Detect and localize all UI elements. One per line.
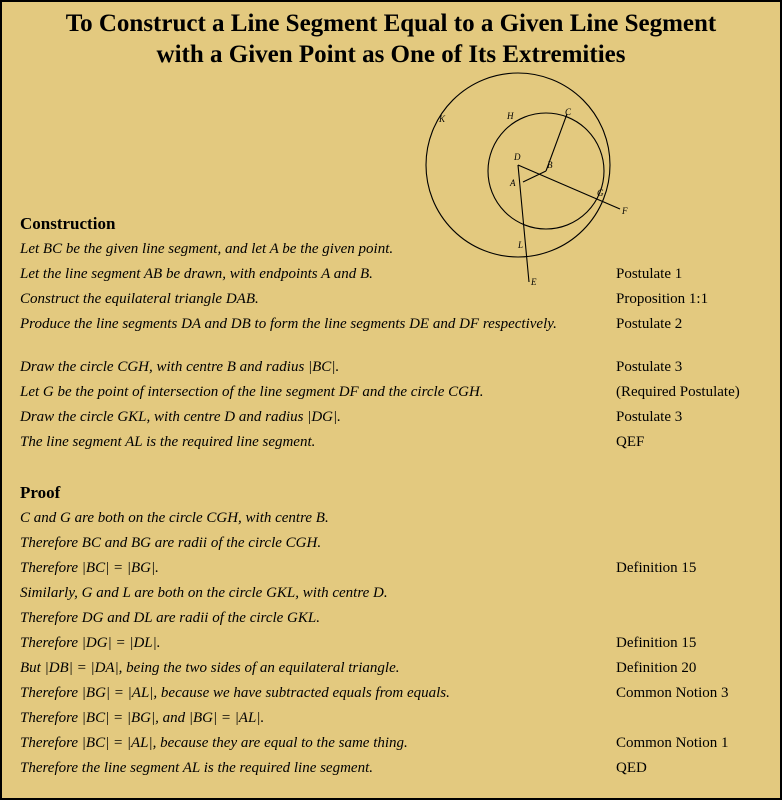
step-justification: Postulate 1: [616, 266, 683, 282]
step-statement: Therefore BC and BG are radii of the circle CGH.: [20, 535, 322, 551]
step-justification: Definition 15: [616, 635, 697, 651]
label-e: E: [531, 277, 537, 287]
step-statement: Produce the line segments DA and DB to form the line segments DE and DF respectively.: [20, 316, 557, 332]
label-b: B: [547, 160, 553, 170]
label-a: A: [510, 178, 516, 188]
segment-da-extended-de: [518, 165, 529, 282]
step-statement: Therefore DG and DL are radii of the circle GKL.: [20, 610, 320, 626]
title-line-1: To Construct a Line Segment Equal to a Given Line Segment: [65, 10, 717, 37]
step-statement: Therefore the line segment AL is the required line segment.: [20, 760, 373, 776]
step-statement: Therefore |BC| = |BG|, and |BG| = |AL|.: [20, 710, 265, 726]
step-justification: Common Notion 3: [616, 685, 729, 701]
step-justification: (Required Postulate): [616, 384, 740, 400]
step-justification: Definition 20: [616, 660, 697, 676]
step-justification: Postulate 3: [616, 359, 683, 375]
step-statement: Let G be the point of intersection of the line segment DF and the circle CGH.: [20, 384, 484, 400]
step-statement: The line segment AL is the required line segment.: [20, 434, 316, 450]
step-justification: QED: [616, 760, 647, 776]
step-statement: C and G are both on the circle CGH, with centre B.: [20, 510, 329, 526]
step-statement: Let BC be the given line segment, and let A be the given point.: [20, 241, 394, 257]
label-h: H: [507, 111, 514, 121]
step-statement: Draw the circle CGH, with centre B and radius |BC|.: [20, 359, 340, 375]
step-justification: Common Notion 1: [616, 735, 729, 751]
label-k: K: [439, 114, 446, 124]
step-justification: Postulate 3: [616, 409, 683, 425]
step-justification: QEF: [616, 434, 645, 450]
step-statement: Therefore |BC| = |AL|, because they are equal to the same thing.: [20, 735, 408, 751]
title-line-2: with a Given Point as One of Its Extremities: [156, 41, 626, 68]
step-statement: But |DB| = |DA|, being the two sides of an equilateral triangle.: [20, 660, 400, 676]
step-justification: Proposition 1:1: [616, 291, 709, 307]
proposition-card: [2, 2, 780, 798]
label-l: L: [518, 240, 524, 250]
label-g: G: [597, 188, 604, 198]
label-c: C: [565, 107, 572, 117]
step-justification: Definition 15: [616, 560, 697, 576]
proof-heading: Proof: [20, 483, 61, 502]
step-statement: Let the line segment AB be drawn, with endpoints A and B.: [20, 266, 373, 282]
step-statement: Similarly, G and L are both on the circle GKL, with centre D.: [20, 585, 388, 601]
geometric-figure: [2, 2, 780, 798]
label-f: F: [622, 206, 628, 216]
step-statement: Draw the circle GKL, with centre D and radius |DG|.: [20, 409, 341, 425]
step-statement: Construct the equilateral triangle DAB.: [20, 291, 259, 307]
step-statement: Therefore |BG| = |AL|, because we have subtracted equals from equals.: [20, 685, 450, 701]
label-d: D: [514, 152, 521, 162]
segment-db-extended-df: [518, 165, 620, 209]
construction-heading: Construction: [20, 214, 116, 233]
step-justification: Postulate 2: [616, 316, 683, 332]
step-statement: Therefore |DG| = |DL|.: [20, 635, 161, 651]
step-statement: Therefore |BC| = |BG|.: [20, 560, 159, 576]
